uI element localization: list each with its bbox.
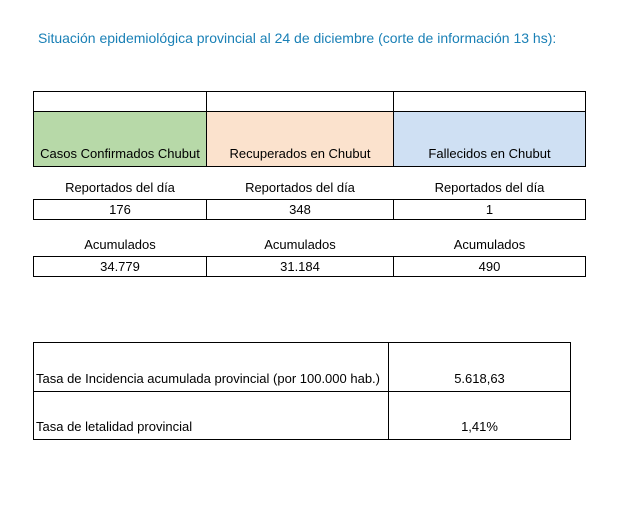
header-confirmed: Casos Confirmados Chubut xyxy=(33,111,207,167)
empty-cell xyxy=(393,91,586,112)
daily-value-recovered: 348 xyxy=(206,199,394,220)
page-title: Situación epidemiológica provincial al 24 de diciembre (corte de información 13 hs): xyxy=(38,30,557,46)
cumulative-value-confirmed: 34.779 xyxy=(33,256,207,277)
incidence-rate-value: 5.618,63 xyxy=(388,342,571,392)
lethality-rate-value: 1,41% xyxy=(388,391,571,440)
daily-value-deceased: 1 xyxy=(393,199,586,220)
cumulative-label-confirmed: Acumulados xyxy=(84,236,156,252)
empty-cell xyxy=(33,91,207,112)
cumulative-label-recovered: Acumulados xyxy=(264,236,336,252)
cumulative-value-recovered: 31.184 xyxy=(206,256,394,277)
lethality-rate-label: Tasa de letalidad provincial xyxy=(33,391,389,440)
empty-cell xyxy=(206,91,394,112)
daily-label-recovered: Reportados del día xyxy=(245,179,355,195)
header-deceased: Fallecidos en Chubut xyxy=(393,111,586,167)
daily-label-deceased: Reportados del día xyxy=(434,179,545,195)
daily-label-confirmed: Reportados del día xyxy=(65,179,175,195)
cumulative-label-deceased: Acumulados xyxy=(453,236,526,252)
header-recovered: Recuperados en Chubut xyxy=(206,111,394,167)
incidence-rate-label: Tasa de Incidencia acumulada provincial (por 100.000 hab.) xyxy=(33,342,389,392)
daily-value-confirmed: 176 xyxy=(33,199,207,220)
cumulative-value-deceased: 490 xyxy=(393,256,586,277)
